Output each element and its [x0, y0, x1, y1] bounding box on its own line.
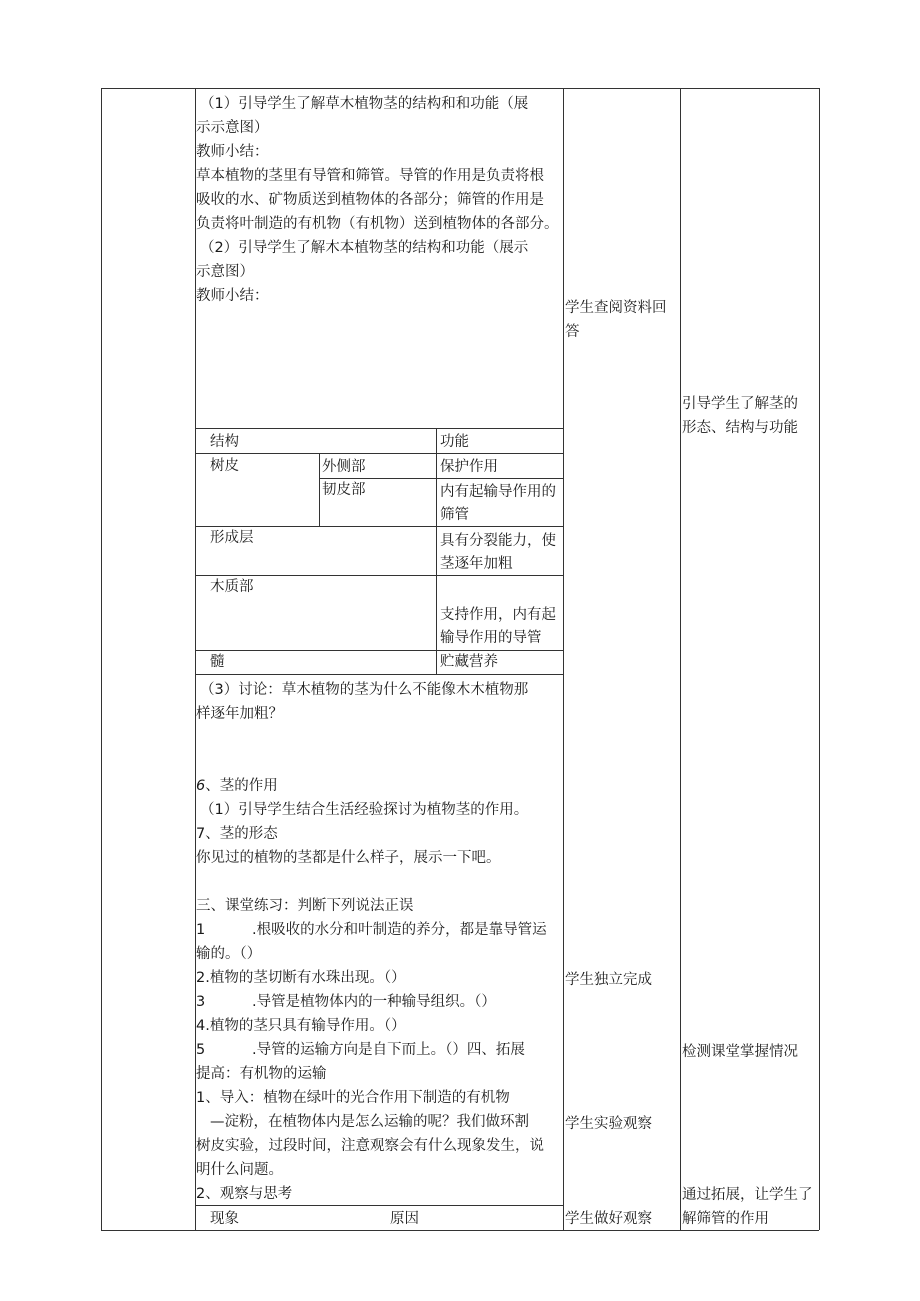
- table-col-border-4: [819, 88, 820, 1230]
- student-activity-4: 学生做好观察: [565, 1211, 652, 1227]
- exercise5-text: .导管的运输方向是自下而上。（）四、拓展: [252, 1042, 525, 1058]
- exercise-title: 三、课堂练习：判断下列说法正误: [196, 898, 414, 914]
- design-intent-1-line2: 形态、结构与功能: [682, 420, 798, 436]
- exercise3-text: .导管是植物体内的一种输导组织。（）: [252, 994, 496, 1010]
- inner-cambium-function-1: 具有分裂能力，使: [440, 533, 556, 549]
- extension-item2: 2、观察与思考: [196, 1186, 293, 1202]
- teacher-summary-label-1: 教师小结：: [196, 144, 269, 160]
- extension-item1: 1、导入：植物在绿叶的光合作用下制造的有机物: [196, 1090, 510, 1106]
- extension-line4: 明什么问题。: [196, 1162, 283, 1178]
- inner-xylem-function-2: 输导作用的导管: [440, 630, 542, 646]
- inner-header-structure: 结构: [210, 434, 239, 450]
- exercise5-num: 5: [196, 1042, 206, 1058]
- inner-cambium-function-2: 茎逐年加粗: [440, 556, 513, 572]
- extension-line1: 提高：有机物的运输: [196, 1066, 327, 1082]
- extension-line2: —淀粉，在植物体内是怎么运输的呢？我们做环割: [210, 1114, 529, 1130]
- inner-table-bottom: [195, 674, 563, 675]
- observation-phenomenon-header: 现象: [210, 1211, 239, 1227]
- step2-line1: （2）引导学生了解木本植物茎的结构和功能（展示: [200, 240, 529, 256]
- exercise2: 2.植物的茎切断有水珠出现。（）: [196, 970, 406, 986]
- exercise1-num: 1: [196, 922, 206, 938]
- design-intent-3-line2: 解筛管的作用: [682, 1211, 769, 1227]
- section6-item1: （1）引导学生结合生活经验探讨为植物茎的作用。: [200, 802, 529, 818]
- student-activity-1-line1: 学生查阅资料回: [565, 300, 667, 316]
- inner-cambium: 形成层: [210, 530, 254, 546]
- inner-table-row4: [195, 650, 563, 651]
- table-top-border: [101, 88, 819, 89]
- section6-title-text: 、茎的作用: [205, 778, 278, 794]
- design-intent-3-line1: 通过拓展，让学生了: [682, 1187, 813, 1203]
- inner-outer-function: 保护作用: [440, 459, 498, 475]
- summary-1-line1: 草本植物的茎里有导管和筛管。导管的作用是负责将根: [196, 168, 544, 184]
- summary-1-line3: 负责将叶制造的有机物（有机物）送到植物体的各部分。: [196, 216, 559, 232]
- extension-line3: 树皮实验，过段时间，注意观察会有什么现象发生，说: [196, 1138, 544, 1154]
- step1-line1: （1）引导学生了解草木植物茎的结构和和功能（展: [200, 96, 529, 112]
- section7-text: 你见过的植物的茎都是什么样子，展示一下吧。: [196, 850, 501, 866]
- observation-reason-header: 原因: [390, 1211, 419, 1227]
- inner-table-row1: [195, 453, 563, 454]
- inner-bark: 树皮: [210, 458, 239, 474]
- student-activity-1-line2: 答: [565, 324, 580, 340]
- inner-phloem-function-1: 内有起输导作用的: [440, 484, 556, 500]
- inner-pith: 髓: [210, 654, 225, 670]
- section6-number: 6: [196, 778, 206, 794]
- exercise3-num: 3: [196, 994, 206, 1010]
- design-intent-1-line1: 引导学生了解茎的: [682, 396, 798, 412]
- section6-title: [196, 774, 278, 798]
- student-activity-3: 学生实验观察: [565, 1116, 652, 1132]
- table-col-border-0: [101, 88, 102, 1230]
- inner-phloem-function-2: 筛管: [440, 507, 469, 523]
- student-activity-2: 学生独立完成: [565, 972, 652, 988]
- inner-header-function: 功能: [440, 434, 469, 450]
- section7-title: 7、茎的形态: [196, 826, 278, 842]
- teacher-summary-label-2: 教师小结：: [196, 288, 269, 304]
- inner-table-col-b: [436, 428, 437, 674]
- exercise1-line2: 输的。（）: [196, 946, 262, 962]
- design-intent-2: 检测课堂掌握情况: [682, 1044, 798, 1060]
- table-col-border-2: [563, 88, 564, 1230]
- step3-line1: （3）讨论：草木植物的茎为什么不能像木木植物那: [200, 682, 529, 698]
- step2-line2: 示意图）: [196, 264, 254, 280]
- inner-outer-part: 外侧部: [322, 459, 366, 475]
- step1-line2: 示示意图）: [196, 120, 269, 136]
- exercise4: 4.植物的茎只具有输导作用。（）: [196, 1018, 406, 1034]
- step3-line2: 样逐年加粗？: [196, 706, 283, 722]
- summary-1-line2: 吸收的水、矿物质送到植物体的各部分；筛管的作用是: [196, 192, 544, 208]
- inner-xylem-function-1: 支持作用，内有起: [440, 607, 556, 623]
- inner-xylem: 木质部: [210, 579, 254, 595]
- inner-phloem: 韧皮部: [322, 482, 366, 498]
- exercise1-line1: .根吸收的水分和叶制造的养分，都是靠导管运: [252, 922, 547, 938]
- inner-pith-function: 贮藏营养: [440, 654, 498, 670]
- table-col-border-3: [680, 88, 681, 1230]
- inner-table-top: [195, 428, 563, 429]
- inner-table-col-a: [319, 453, 320, 526]
